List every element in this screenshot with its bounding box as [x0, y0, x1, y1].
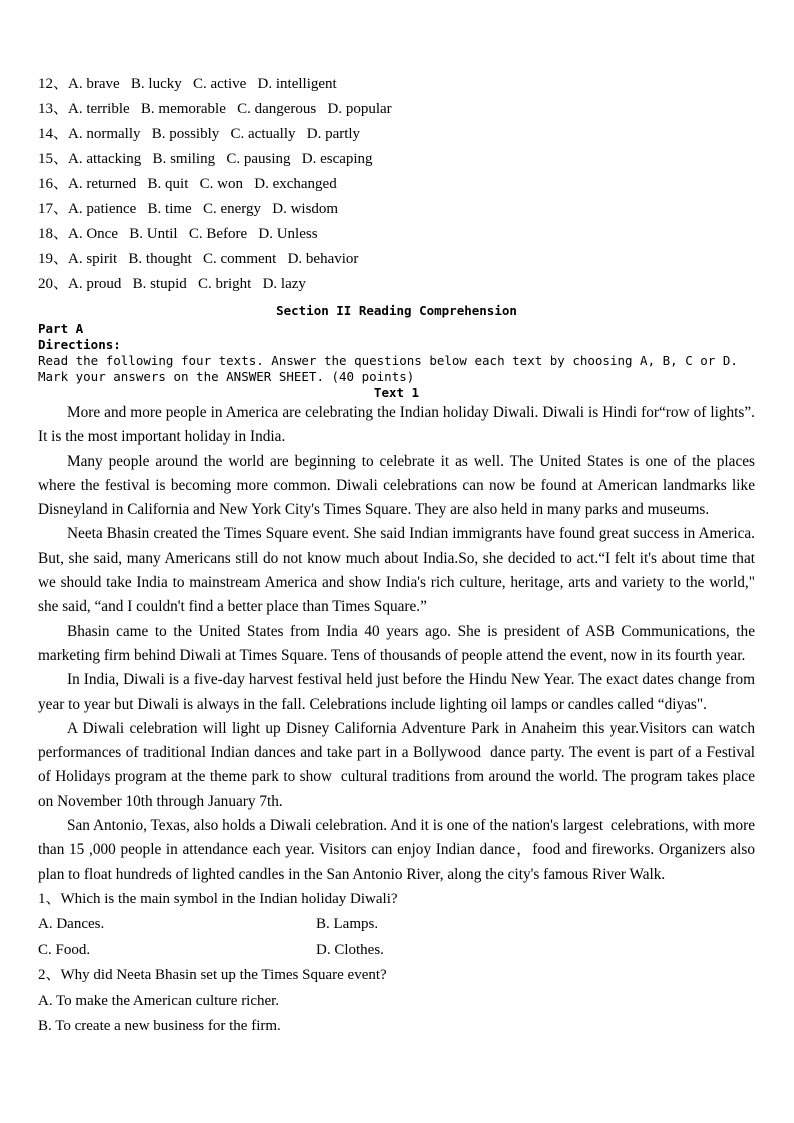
passage-paragraph-2: Many people around the world are beginning to celebrate it as well. The United States is one of the places where the festival is becoming more common. Diwali celebrations can now be found at American landmarks like Disneyland in California and New York City's Times Square. They are also held in many parks and museums.	[38, 452, 759, 519]
cloze-option-row-13: 13、A. terrible B. memorable C. dangerous D. popular	[38, 101, 392, 117]
question-1-option-a: A. Dances.	[38, 916, 105, 933]
cloze-option-row-18: 18、A. Once B. Until C. Before D. Unless	[38, 226, 318, 242]
question-2-stem: 2、Why did Neeta Bhasin set up the Times Square event?	[38, 967, 387, 984]
cloze-option-row-19: 19、A. spirit B. thought C. comment D. behavior	[38, 251, 359, 267]
question-1-option-d: D. Clothes.	[316, 941, 384, 958]
passage-paragraph-1: More and more people in America are celebrating the Indian holiday Diwali. Diwali is Hindi for“row of lights”. It is the most important holiday in India.	[38, 404, 759, 446]
cloze-option-row-12: 12、A. brave B. lucky C. active D. intelligent	[38, 76, 337, 92]
question-1-option-b: B. Lamps.	[316, 916, 379, 933]
directions-label: Directions:	[38, 337, 121, 352]
section-title: Section II Reading Comprehension	[276, 303, 517, 318]
comprehension-questions	[38, 887, 755, 1040]
part-a-label: Part A	[38, 321, 84, 336]
question-2-option-b: B. To create a new business for the firm.	[38, 1018, 281, 1035]
passage-paragraph-6: A Diwali celebration will light up Disney California Adventure Park in Anaheim this year.Visitors can watch performances of traditional Indian dances and take part in a Bollywood dance party. The event is part of a Festival of Holidays program at the theme park to show cultural traditions from around the world. The program takes place on November 10th through January 7th.	[38, 719, 759, 810]
text-1-label: Text 1	[373, 385, 420, 400]
passage-paragraph-4: Bhasin came to the United States from India 40 years ago. She is president of ASB Communications, the marketing firm behind Diwali at Times Square. Tens of thousands of people attend the event, now in its fourth year.	[38, 622, 759, 664]
passage-paragraph-3: Neeta Bhasin created the Times Square event. She said Indian immigrants have found great success in America. But, she said, many Americans still do not know much about India.So, she decided to act.“I felt it's about time that we should take India to mainstream America and show India's rich culture, heritage, arts and variety to the world," she said, “and I couldn't find a better place than Times Square.”	[38, 525, 759, 616]
cloze-option-row-17: 17、A. patience B. time C. energy D. wisdom	[38, 201, 339, 217]
question-1-stem: 1、Which is the main symbol in the Indian holiday Diwali?	[38, 890, 398, 907]
cloze-option-row-20: 20、A. proud B. stupid C. bright D. lazy	[38, 276, 306, 292]
cloze-option-row-15: 15、A. attacking B. smiling C. pausing D. escaping	[38, 151, 373, 167]
passage-paragraph-5: In India, Diwali is a five-day harvest festival held just before the Hindu New Year. The exact dates change from year to year but Diwali is always in the fall. Celebrations include lighting oil lamps or candles called “diyas".	[38, 671, 759, 713]
cloze-option-row-16: 16、A. returned B. quit C. won D. exchanged	[38, 176, 337, 192]
cloze-options-list	[38, 72, 755, 297]
cloze-option-row-14: 14、A. normally B. possibly C. actually D. partly	[38, 126, 361, 142]
question-1-option-c: C. Food.	[38, 941, 91, 958]
reading-passage	[38, 401, 759, 887]
directions-text: Read the following four texts. Answer the questions below each text by choosing A, B, C or D. Mark your answers on the ANSWER SHEET. (40 points)	[38, 353, 738, 384]
question-1-options-row-2	[38, 938, 755, 964]
question-2-option-a: A. To make the American culture richer.	[38, 992, 280, 1009]
passage-paragraph-7: San Antonio, Texas, also holds a Diwali celebration. And it is one of the nation's largest celebrations, with more than 15 ,000 people in attendance each year. Visitors can enjoy Indian dance，food and fireworks. Organizers also plan to float hundreds of lighted candles in the San Antonio River, along the city's famous River Walk.	[38, 817, 759, 883]
question-1-options-row-1	[38, 912, 755, 938]
